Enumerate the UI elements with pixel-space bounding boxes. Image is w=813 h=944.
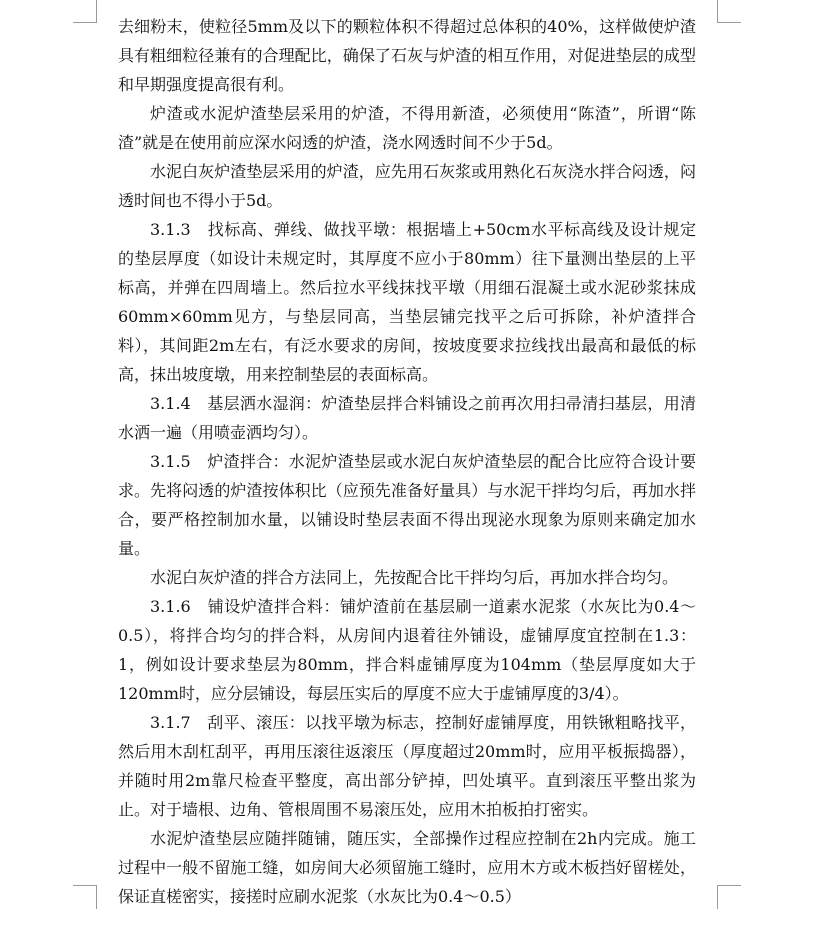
paragraph-10: 水泥炉渣垫层应随拌随铺，随压实，全部操作过程应控制在2h内完成。施工过程中一般不留施工缝，如房间大必须留施工缝时，应用木方或木板挡好留槎处，保证直槎密实，接搓时应刷水泥浆（水灰比为0.4～0.5） — [118, 829, 696, 906]
corner-mark-bottom-right-h — [717, 885, 741, 886]
paragraph-1: 去细粉末，使粒径5mm及以下的颗粒体积不得超过总体积的40%，这样做使炉渣具有粗细粒径兼有的合理配比，确保了石灰与炉渣的相互作用，对促进垫层的成型和早期强度提高很有利。 — [118, 17, 696, 94]
paragraph-9: 3.1.7 刮平、滚压：以找平墩为标志，控制好虚铺厚度，用铁锹粗略找平，然后用木刮杠刮平，再用压滚往返滚压（厚度超过20mm时，应用平板振捣器），并随时用2m靠尺检查平整度，高出部分铲掉，凹处填平。直到滚压平整出浆为止。对于墙根、边角、管根周围不易滚压处，应用木拍板拍打密实。 — [118, 713, 696, 819]
paragraph-2: 炉渣或水泥炉渣垫层采用的炉渣，不得用新渣，必须使用“陈渣”，所谓“陈渣”就是在使用前应深水闷透的炉渣，浇水网透时间不少于5d。 — [118, 104, 696, 152]
corner-mark-top-left-v — [96, 0, 97, 23]
corner-mark-bottom-left-h — [73, 885, 97, 886]
paragraph-5: 3.1.4 基层洒水湿润：炉渣垫层拌合料铺设之前再次用扫帚清扫基层，用清水洒一遍（用喷壶洒均匀）。 — [118, 394, 696, 442]
document-body — [118, 12, 696, 911]
paragraph-7: 水泥白灰炉渣的拌合方法同上，先按配合比干拌均匀后，再加水拌合均匀。 — [150, 568, 679, 587]
paragraph-8: 3.1.6 铺设炉渣拌合料：铺炉渣前在基层刷一道素水泥浆（水灰比为0.4～0.5），将拌合均匀的拌合料，从房间内退着往外铺设，虚铺厚度宜控制在1.3：1，例如设计要求垫层为80mm，拌合料虚铺厚度为104mm（垫层厚度如大于120mm时，应分层铺设，每层压实后的厚度不应大于虚铺厚度的3/4）。 — [118, 597, 696, 703]
corner-mark-top-right-h — [717, 22, 741, 23]
page-bottom-edge — [0, 918, 813, 944]
corner-mark-bottom-left-v — [96, 885, 97, 909]
paragraph-3: 水泥白灰炉渣垫层采用的炉渣，应先用石灰浆或用熟化石灰浇水拌合闷透，闷透时间也不得小于5d。 — [118, 162, 696, 210]
corner-mark-top-left-h — [73, 22, 97, 23]
paragraph-4: 3.1.3 找标高、弹线、做找平墩：根据墙上+50cm水平标高线及设计规定的垫层厚度（如设计未规定时，其厚度不应小于80mm）往下量测出垫层的上平标高，并弹在四周墙上。然后拉水平线抹找平墩（用细石混凝土或水泥砂浆抹成60mm×60mm见方，与垫层同高，当垫层铺完找平之后可拆除，补炉渣拌合料），其间距2m左右，有泛水要求的房间，按坡度要求拉线找出最高和最低的标高，抹出坡度墩，用来控制垫层的表面标高。 — [118, 220, 696, 384]
corner-mark-top-right-v — [717, 0, 718, 23]
corner-mark-bottom-right-v — [717, 885, 718, 909]
paragraph-6: 3.1.5 炉渣拌合：水泥炉渣垫层或水泥白灰炉渣垫层的配合比应符合设计要求。先将闷透的炉渣按体积比（应预先准备好量具）与水泥干拌均匀后，再加水拌合，要严格控制加水量，以铺设时垫层表面不得出现泌水现象为原则来确定加水量。 — [118, 452, 696, 558]
